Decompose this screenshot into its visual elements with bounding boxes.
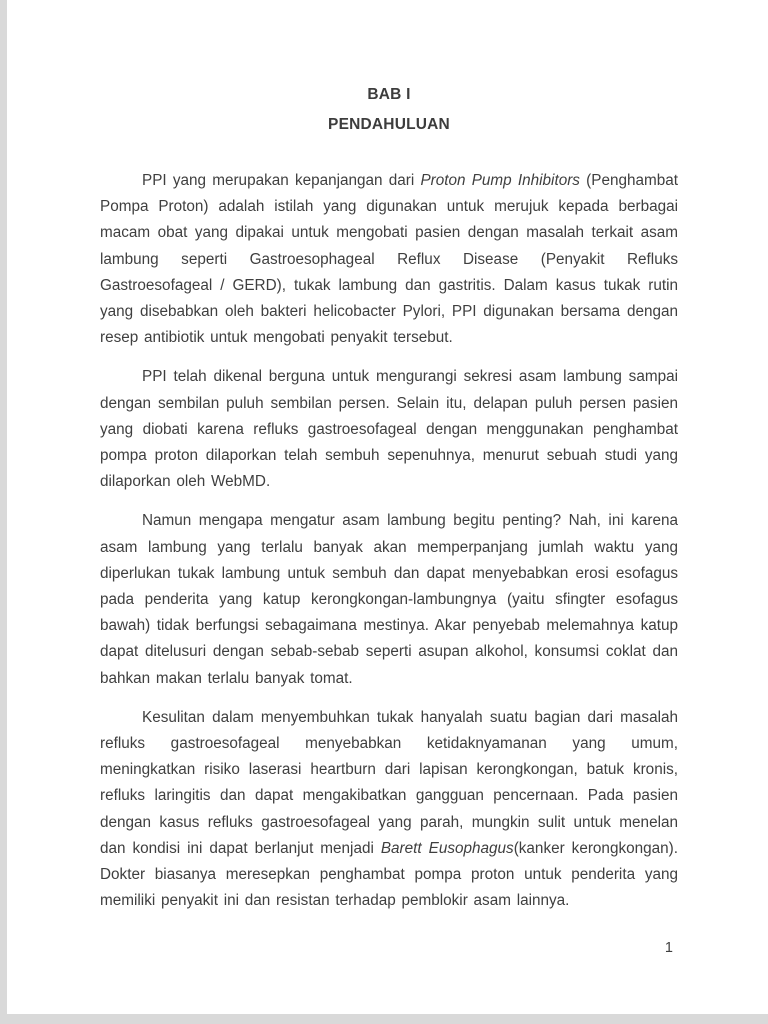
body-text: Kesulitan dalam menyembuhkan tukak hanyalah suatu bagian dari masalah refluks gastroesofageal menyebabkan ketidaknyamanan yang umum, meningkatkan risiko laserasi heartburn dari lapisan kerongkongan, batuk kronis, refluks laringitis dan dapat mengakibatkan gangguan pencernaan. Pada pasien dengan kasus refluks gastroesofageal yang parah, mungkin sulit untuk menelan dan kondisi ini dapat berlanjut menjadi: [100, 708, 678, 857]
paragraph: [100, 168, 678, 351]
document-content: [7, 0, 768, 914]
body-text: PPI yang merupakan kepanjangan dari: [142, 172, 421, 189]
paragraph: [100, 508, 678, 691]
italic-text: Barett Eusophagus: [380, 839, 514, 857]
body-text: PPI telah dikenal berguna untuk mengurangi sekresi asam lambung sampai dengan sembilan puluh sembilan persen. Selain itu, delapan puluh persen pasien yang diobati karena refluks gastroesofageal dengan menggunakan penghambat pompa proton dilaporkan telah sembuh sepenuhnya, menurut sebuah studi yang dilaporkan oleh WebMD.: [100, 368, 678, 491]
document-paragraphs: [100, 168, 678, 914]
page-number: 1: [664, 940, 673, 956]
chapter-number: BAB I: [367, 86, 411, 103]
italic-text: Proton Pump Inhibitors: [420, 172, 580, 189]
body-text: (kanker kerongkongan). Dokter biasanya meresepkan penghambat pompa proton untuk penderita yang memiliki penyakit ini dan resistan terhadap pemblokir asam lainnya.: [100, 839, 678, 910]
body-text: (Penghambat Pompa Proton) adalah istilah yang digunakan untuk merujuk kepada berbagai macam obat yang dipakai untuk mengobati pasien dengan masalah terkait asam lambung seperti Gastroesophageal Reflux Disease (Penyakit Refluks Gastroesofageal / GERD), tukak lambung dan gastritis. Dalam kasus tukak rutin yang disebabkan oleh bakteri helicobacter Pylori, PPI digunakan bersama dengan resep antibiotik untuk mengobati penyakit tersebut.: [100, 172, 678, 347]
body-text: Namun mengapa mengatur asam lambung begitu penting? Nah, ini karena asam lambung yang terlalu banyak akan memperpanjang jumlah waktu yang diperlukan tukak lambung untuk sembuh dan dapat menyebabkan erosi esofagus pada penderita yang katup kerongkongan-lambungnya (yaitu sfingter esofagus bawah) tidak berfungsi sebagaimana mestinya. Akar penyebab melemahnya katup dapat ditelusuri dengan sebab-sebab seperti asupan alkohol, konsumsi coklat dan bahkan makan terlalu banyak tomat.: [100, 512, 678, 687]
paragraph: [100, 705, 678, 915]
paragraph: [100, 364, 678, 495]
chapter-title: PENDAHULUAN: [328, 116, 450, 133]
document-page: [7, 0, 768, 1014]
chapter-heading: [100, 80, 678, 140]
